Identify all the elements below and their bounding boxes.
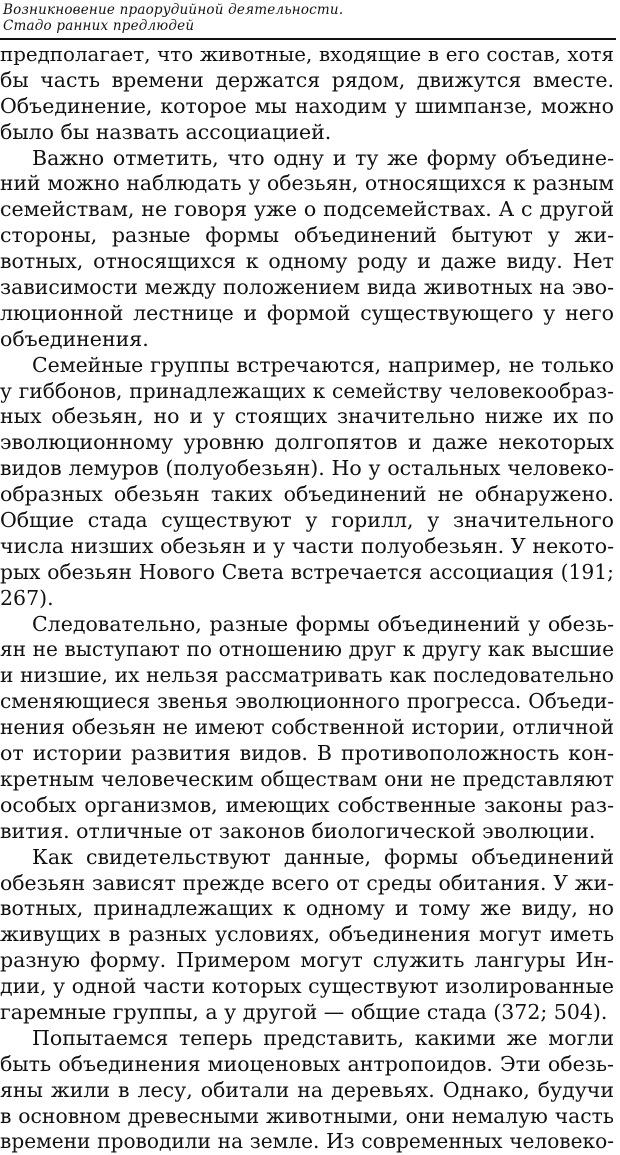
text-line: ян не выступают по отношению друг к другу как высшие bbox=[0, 637, 614, 662]
text-line: зависимости между положением вида животных на эво- bbox=[0, 275, 614, 300]
text-line: люционной лестнице и формой существующего у него bbox=[0, 300, 614, 325]
running-head-line: Стадо ранних предлюдей bbox=[3, 18, 195, 34]
text-line: кретным человеческим обществам они не представляют bbox=[0, 766, 614, 791]
text-line: разную форму. Примером могут служить лангуры Ин- bbox=[0, 948, 614, 973]
text-line: объединения. bbox=[0, 326, 149, 351]
text-line: живущих в разных условиях, объединения могут иметь bbox=[0, 922, 614, 947]
text-line: вотных, принадлежащих к одному и тому же виду, но bbox=[0, 896, 614, 921]
text-line: стороны, разные формы объединений бытуют у жи- bbox=[0, 223, 614, 248]
text-line: Попытаемся теперь представить, какими же могли bbox=[32, 1025, 614, 1050]
text-line: Семейные группы встречаются, например, не только bbox=[32, 352, 614, 377]
text-line: предполагает, что животные, входящие в его состав, хотя bbox=[0, 43, 614, 66]
text-line: рых обезьян Нового Света встречается ассоциация (191; bbox=[0, 559, 614, 584]
text-line: видов лемуров (полуобезьян). Но у остальных человеко- bbox=[0, 456, 614, 481]
text-line: обезьян зависят прежде всего от среды обитания. У жи- bbox=[0, 870, 614, 895]
text-line: особых организмов, имеющих собственные законы раз- bbox=[0, 792, 614, 817]
text-line: эволюционному уровню долгопятов и даже некоторых bbox=[0, 430, 614, 455]
text-line: Как свидетельствуют данные, формы объединений bbox=[32, 844, 614, 869]
text-line: дии, у одной части которых существуют изолированные bbox=[0, 974, 614, 999]
text-line: быть объединения миоценовых антропоидов. Эти обезь- bbox=[0, 1051, 614, 1076]
text-line: числа низших обезьян и у части полуобезьян. У некото- bbox=[0, 533, 614, 558]
text-line: Следовательно, разные формы объединений у обезь- bbox=[32, 611, 614, 636]
text-line: 267). bbox=[0, 585, 54, 610]
text-line: яны жили в лесу, обитали на деревьях. Однако, будучи bbox=[0, 1077, 614, 1102]
running-head-line: Возникновение праорудийной деятельности. bbox=[3, 2, 344, 18]
text-line: вития. отличные от законов биологической эволюции. bbox=[0, 818, 596, 843]
running-head bbox=[3, 2, 603, 34]
text-line: и низшие, их нельзя рассматривать как последовательно bbox=[0, 663, 614, 688]
text-line: ний можно наблюдать у обезьян, относящихся к разным bbox=[0, 171, 614, 196]
text-line: от истории развития видов. В противоположность кон- bbox=[0, 741, 614, 766]
text-line: у гиббонов, принадлежащих к семейству человекообраз- bbox=[0, 378, 614, 403]
body-text bbox=[0, 42, 614, 1155]
text-line: в основном древесными животными, они немалую часть bbox=[0, 1103, 614, 1128]
text-line: сменяющиеся звенья эволюционного прогресса. Объеди- bbox=[0, 689, 614, 714]
text-line: было бы назвать ассоциацией. bbox=[0, 119, 332, 144]
header-rule bbox=[0, 38, 616, 40]
text-line: времени проводили на земле. Из современных человеко- bbox=[0, 1129, 614, 1154]
text-line: семействам, не говоря уже о подсемействах. А с другой bbox=[0, 197, 614, 222]
text-line: Общие стада существуют у горилл, у значительного bbox=[0, 508, 614, 533]
text-line: Важно отметить, что одну и ту же форму объедине- bbox=[32, 145, 614, 170]
text-line: гаремные группы, а у другой — общие стада (372; 504). bbox=[0, 999, 608, 1024]
text-line: бы часть времени держатся рядом, движутся вместе. bbox=[0, 67, 614, 92]
text-line: образных обезьян таких объединений не обнаружено. bbox=[0, 482, 614, 507]
text-line: вотных, относящихся к одному роду и даже виду. Нет bbox=[0, 249, 614, 274]
text-line: ных обезьян, но и у стоящих значительно ниже их по bbox=[0, 404, 614, 429]
text-line: нения обезьян не имеют собственной истории, отличной bbox=[0, 715, 614, 740]
text-line: Объединение, которое мы находим у шимпанзе, можно bbox=[0, 93, 614, 118]
